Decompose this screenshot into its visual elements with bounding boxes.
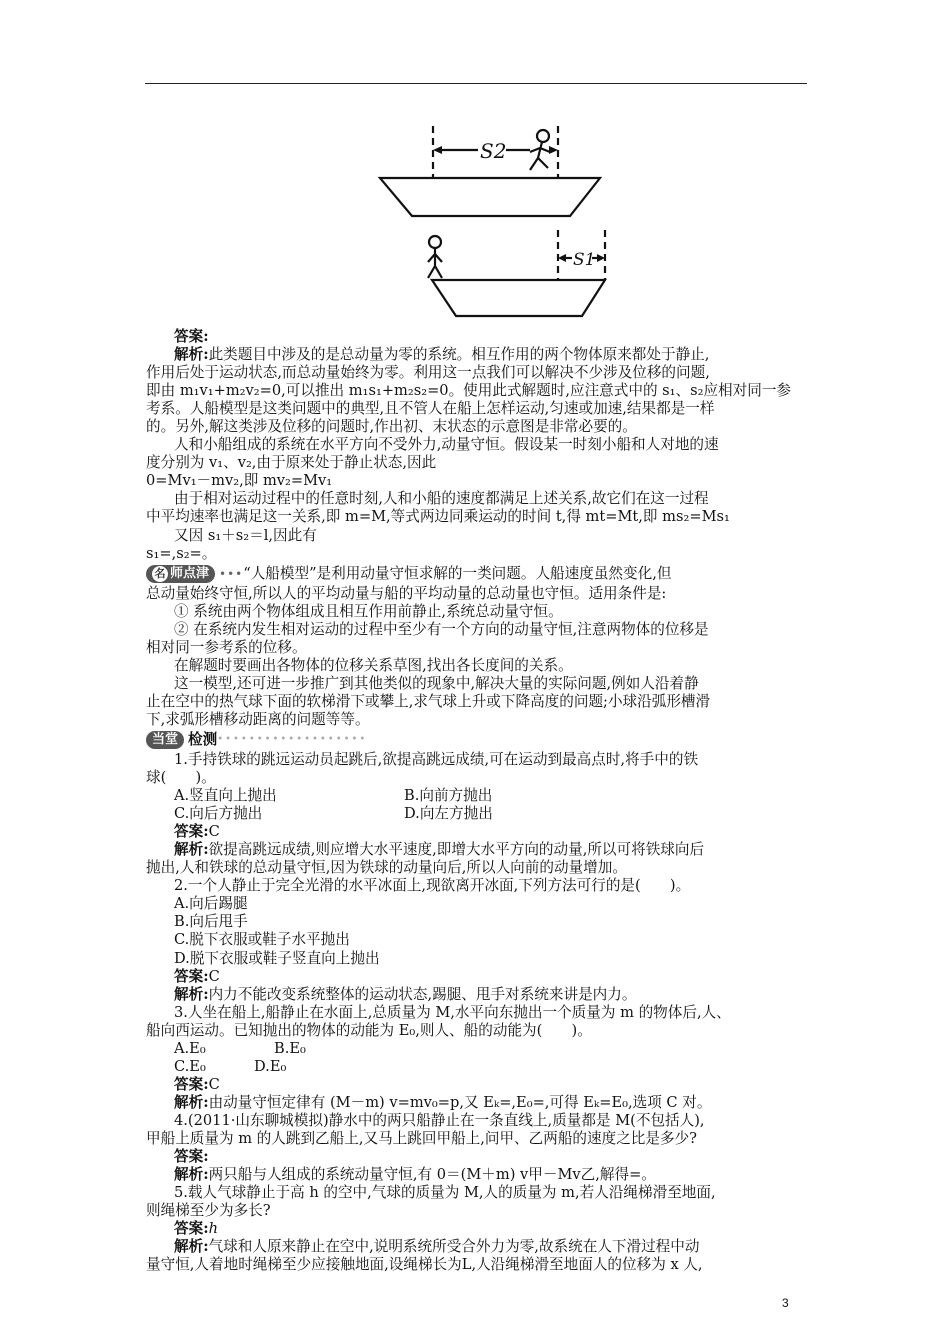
- analysis-text: 两只船与人组成的系统动量守恒,有 0＝(M＋m) v甲－Mv乙,解得=。: [208, 1166, 656, 1184]
- analysis-text: 考系。人船模型是这类问题中的典型,且不管人在船上怎样运动,匀速或加速,结果都是一样: [146, 400, 715, 418]
- paragraph-line: 中平均速率也满足这一关系,即 m=M,等式两边同乘运动的时间 t,得 mt=Mt,即 ms₂=Ms₁: [146, 508, 730, 526]
- tip-text: 总动量始终守恒,所以人的平均动量与船的平均动量的总动量也守恒。适用条件是:: [146, 584, 667, 602]
- tip-text: 这一模型,还可进一步推广到其他类似的现象中,解决大量的实际问题,例如人沿着静: [174, 674, 699, 692]
- option-a: A.竖直向上抛出: [174, 787, 277, 805]
- analysis-text: 抛出,人和铁球的总动量守恒,因为铁球的动量向后,所以人向前的动量增加。: [146, 859, 627, 877]
- analysis-text: 量守恒,人着地时绳梯至少应接触地面,设绳梯长为L,人沿绳梯滑至地面人的位移为 x 人,: [146, 1256, 703, 1274]
- header-rule: [145, 83, 807, 84]
- dots-decoration: •••••••••••••••••••: [217, 733, 368, 745]
- answer-value: h: [208, 1220, 218, 1238]
- analysis-text: 的。另外,解这类涉及位移的问题时,作出初、末状态的示意图是非常必要的。: [146, 418, 637, 436]
- answer-label: 答案:: [174, 967, 209, 985]
- tip-badge: [146, 565, 215, 583]
- paragraph-line: 人和小船组成的系统在水平方向不受外力,动量守恒。假设某一时刻小船和人对地的速: [174, 436, 719, 454]
- tip-text: 止在空中的热气球下面的软梯滑下或攀上,求气球上升或下降高度的问题;小球沿弧形槽滑: [146, 692, 711, 710]
- option-c: C.脱下衣服或鞋子水平抛出: [174, 931, 350, 949]
- person-boat-diagram: [370, 118, 620, 340]
- tip-badge-ring: 名: [152, 566, 168, 582]
- option-c: C.向后方抛出: [174, 805, 263, 823]
- answer-label: 答案:: [174, 1148, 209, 1166]
- tip-text: ① 系统由两个物体组成且相互作用前静止,系统总动量守恒。: [174, 602, 563, 620]
- option-d: D.向左方抛出: [404, 805, 493, 823]
- question-4: 4.(2011·山东聊城模拟)静水中的两只船静止在一条直线上,质量都是 M(不包括人),: [174, 1111, 705, 1129]
- option-b: B.E₀: [274, 1039, 306, 1057]
- question-5: 5.载人气球静止于高 h 的空中,气球的质量为 M,人的质量为 m,若人沿绳梯滑至地面,: [174, 1184, 716, 1202]
- page-number: 3: [782, 1296, 789, 1310]
- answer-value: C: [208, 967, 220, 985]
- section-header: [146, 729, 808, 751]
- analysis-label: 解析:: [174, 1238, 209, 1256]
- question-1-cont: 球( )。: [146, 769, 216, 787]
- section-title: 检测: [188, 730, 218, 748]
- document-body: [146, 328, 808, 1274]
- analysis-text: 此类题目中涉及的是总动量为零的系统。相互作用的两个物体原来都处于静止,: [208, 346, 710, 364]
- answer-label: 答案:: [174, 1220, 209, 1238]
- question-3-cont: 船向西运动。已知抛出的物体的动能为 E₀,则人、船的动能为( )。: [146, 1021, 592, 1039]
- question-5-cont: 则绳梯至少为多长?: [146, 1202, 271, 1220]
- tip-text: 相对同一参考系的位移。: [146, 638, 307, 656]
- option-d: D.E₀: [254, 1057, 287, 1075]
- analysis-label: 解析:: [174, 985, 209, 1003]
- analysis-text: 欲提高跳远成绩,则应增大水平速度,即增大水平方向的动量,所以可将铁球向后: [208, 841, 705, 859]
- paragraph-line: 又因 s₁＋s₂＝l,因此有: [174, 526, 317, 544]
- s1-label: S1: [573, 250, 596, 270]
- option-b: B.向前方抛出: [404, 787, 493, 805]
- analysis-label: 解析:: [174, 1166, 209, 1184]
- question-4-cont: 甲船上质量为 m 的人跳到乙船上,又马上跳回甲船上,问甲、乙两船的速度之比是多少?: [146, 1129, 698, 1147]
- lower-boat-icon: [432, 280, 605, 316]
- question-2: 2.一个人静止于完全光滑的水平冰面上,现欲离开冰面,下列方法可行的是( )。: [174, 877, 691, 895]
- answer-label: 答案:: [174, 1075, 209, 1093]
- analysis-text: 作用后处于运动状态,而总动量始终为零。利用这一点我们可以解决不少涉及位移的问题,: [146, 364, 710, 382]
- person-icon: [429, 236, 441, 248]
- analysis-text: 气球和人原来静止在空中,说明系统所受合外力为零,故系统在人下滑过程中动: [208, 1238, 700, 1256]
- tip-text: ② 在系统内发生相对运动的过程中至少有一个方向的动量守恒,注意两物体的位移是: [174, 620, 709, 638]
- s2-label: S2: [480, 139, 507, 163]
- person-icon: [537, 130, 549, 142]
- analysis-label: 解析:: [174, 346, 209, 364]
- tip-text: 在解题时要画出各物体的位移关系草图,找出各长度间的关系。: [174, 656, 573, 674]
- paragraph-line: 由于相对运动过程中的任意时刻,人和小船的速度都满足上述关系,故它们在这一过程: [174, 490, 709, 508]
- paragraph-line: 度分别为 v₁、v₂,由于原来处于静止状态,因此: [146, 454, 437, 472]
- answer-value: C: [208, 1075, 220, 1093]
- option-a: A.向后踢腿: [174, 895, 248, 913]
- answer-label: 答案:: [174, 328, 209, 345]
- section-badge: 当堂: [146, 731, 184, 749]
- option-c: C.E₀: [174, 1057, 206, 1075]
- upper-boat-icon: [380, 178, 600, 216]
- dots-decoration: •••: [219, 566, 244, 581]
- question-3: 3.人坐在船上,船静止在水面上,总质量为 M,水平向东抛出一个质量为 m 的物体后,人、: [174, 1003, 731, 1021]
- question-1: 1.手持铁球的跳远运动员起跳后,欲提高跳远成绩,可在运动到最高点时,将手中的铁: [174, 750, 699, 768]
- answer-label: 答案:: [174, 823, 209, 841]
- analysis-text: 内力不能改变系统整体的运动状态,踢腿、甩手对系统来讲是内力。: [208, 985, 637, 1003]
- analysis-label: 解析:: [174, 841, 209, 859]
- tip-header: [146, 563, 808, 585]
- tip-text: 下,求弧形槽移动距离的问题等等。: [146, 710, 370, 728]
- tip-badge-text: 师点津: [170, 565, 210, 581]
- tip-text: “人船模型”是利用动量守恒求解的一类问题。人船速度虽然变化,但: [243, 564, 672, 582]
- analysis-text: 即由 m₁v₁+m₂v₂=0,可以推出 m₁s₁+m₂s₂=0。使用此式解题时,应注意式中的 s₁、s₂应相对同一参: [146, 382, 792, 400]
- answer-value: C: [208, 823, 220, 841]
- equation-line: 0=Mv₁－mv₂,即 mv₂=Mv₁: [146, 472, 333, 490]
- equation-line: s₁=,s₂=。: [146, 544, 217, 562]
- option-b: B.向后甩手: [174, 913, 248, 931]
- option-d: D.脱下衣服或鞋子竖直向上抛出: [174, 949, 380, 967]
- analysis-text: 由动量守恒定律有 (M－m) v=mv₀=p,又 Eₖ=,E₀=,可得 Eₖ=E₀,选项 C 对。: [208, 1093, 712, 1111]
- analysis-label: 解析:: [174, 1093, 209, 1111]
- option-a: A.E₀: [174, 1039, 206, 1057]
